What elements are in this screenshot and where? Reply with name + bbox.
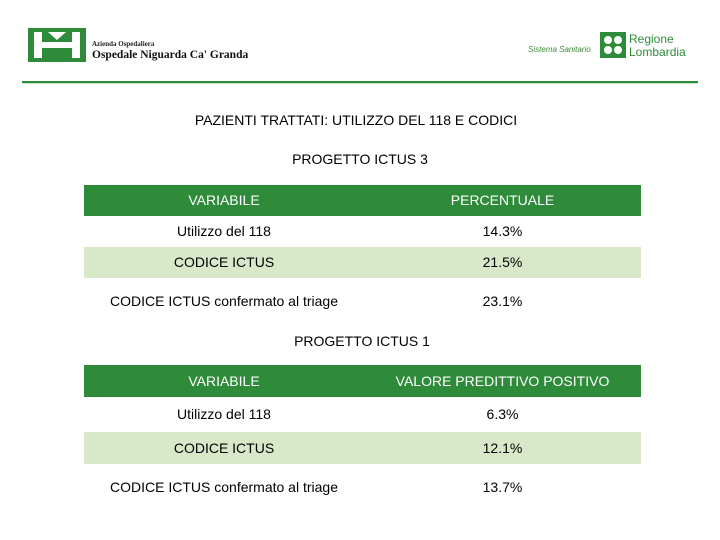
row-value: 14.3% [482,223,523,239]
row-variable: CODICE ICTUS [173,254,275,270]
row-variable: CODICE ICTUS confermato al triage [110,293,338,309]
hospital-subtitle: Azienda Ospedaliera [92,40,155,48]
column-header-variabile: VARIABILE [188,372,260,389]
table-row [84,278,641,325]
row-value: 23.1% [482,293,523,309]
table1-caption: PROGETTO ICTUS 3 [292,151,428,167]
column-header-valore-predittivo: VALORE PREDITTIVO POSITIVO [395,372,610,389]
sistema-sanitario-label: Sistema Sanitario [528,45,591,54]
regione-label: Regione [629,32,674,46]
table-row [84,216,641,247]
table-row [84,464,641,511]
row-variable: CODICE ICTUS [173,439,275,456]
row-value: 13.7% [482,479,523,495]
lombardia-rose-icon [600,32,626,58]
table2-caption: PROGETTO ICTUS 1 [294,333,430,349]
regione-lombardia-logo [526,28,696,68]
table-row [84,247,641,278]
lombardia-label: Lombardia [629,45,686,59]
header-divider-shadow [22,83,698,84]
niguarda-mark-icon [28,28,86,62]
table-header-row [84,365,641,397]
row-value: 12.1% [482,439,523,456]
column-header-variabile: VARIABILE [188,192,260,208]
table-row [84,397,641,432]
table-header-row [84,185,641,216]
row-variable: Utilizzo del 118 [177,223,271,239]
hospital-name: Ospedale Niguarda Ca' Granda [92,49,249,61]
table-progetto-ictus-3 [84,185,641,325]
row-value: 6.3% [486,406,519,422]
table-progetto-ictus-1 [84,365,641,515]
column-header-percentuale: PERCENTUALE [450,192,555,208]
niguarda-logo [28,28,258,68]
row-variable: CODICE ICTUS confermato al triage [110,479,338,495]
table-row [84,432,641,464]
row-variable: Utilizzo del 118 [177,406,271,422]
row-value: 21.5% [482,254,523,270]
regione-lombardia-text [629,33,686,59]
page-title: PAZIENTI TRATTATI: UTILIZZO DEL 118 E CODICI [194,112,518,128]
